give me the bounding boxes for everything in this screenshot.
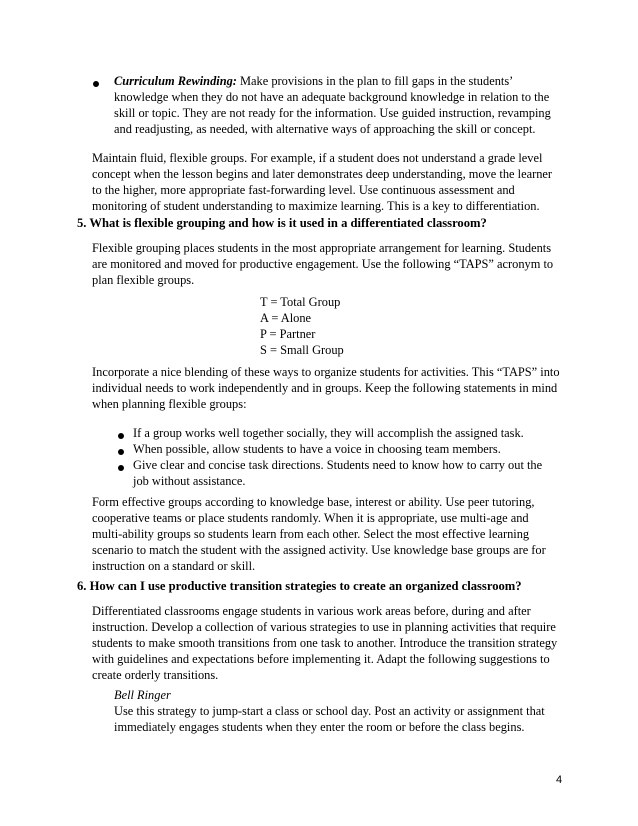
taps-item: T = Total Group <box>260 295 341 309</box>
transition-intro: Differentiated classrooms engage students in various work areas before, during and after instruction. Develop a collection of various strategies to use in planning activities that require students to make smooth transitions from one task to another. Introduce the transition strategy with guidelines and expectations before implementing it. Adapt the following suggestions to create orderly transitions. <box>92 604 558 682</box>
group-bullet: Give clear and concise task directions. Students need to know how to carry out the job without assistance. <box>133 458 543 488</box>
curriculum-rewinding-title: Curriculum Rewinding: <box>114 74 237 88</box>
flexible-grouping-intro: Flexible grouping places students in the most appropriate arrangement for learning. Students are monitored and moved for productive engagement. Use the following “TAPS” acronym to plan flexible groups. <box>92 241 554 287</box>
taps-item: P = Partner <box>260 327 316 341</box>
bell-ringer-text: Use this strategy to jump-start a class or school day. Post an activity or assignment that immediately engages students when they enter the room or before the class begins. <box>114 704 545 734</box>
group-bullet: When possible, allow students to have a voice in choosing team members. <box>133 442 501 456</box>
group-bullet: If a group works well together socially, they will accomplish the assigned task. <box>133 426 524 440</box>
taps-blend-paragraph: Incorporate a nice blending of these ways to organize students for activities. This “TAPS” into individual needs to work independently and in groups. Keep the following statements in mind when planning flexible groups: <box>92 365 560 411</box>
taps-item: A = Alone <box>260 311 312 325</box>
bullet-icon <box>93 81 99 87</box>
question-5-heading: 5. What is flexible grouping and how is it used in a differentiated classroom? <box>77 216 487 230</box>
curriculum-rewinding-paragraph <box>114 73 554 137</box>
bullet-icon <box>118 433 124 439</box>
taps-item: S = Small Group <box>260 343 344 357</box>
bullet-icon <box>118 449 124 455</box>
form-groups-paragraph: Form effective groups according to knowledge base, interest or ability. Use peer tutoring, cooperative teams or place students randomly. When it is appropriate, use multi-age and multi-ability groups so students learn from each other. Select the most effective learning scenario to match the student with the assigned activity. Use knowledge base groups are for instruction on a standard or skill. <box>92 495 546 573</box>
page-number: 4 <box>556 774 563 786</box>
fluid-groups-paragraph: Maintain fluid, flexible groups. For example, if a student does not understand a grade level concept when the lesson begins and later demonstrates deep understanding, move the learner to the higher, more appropriate fast-forwarding level. Use continuous assessment and monitoring of student understanding to maximize learning. This is a key to differentiation. <box>92 151 553 213</box>
question-6-heading: 6. How can I use productive transition strategies to create an organized classroom? <box>77 579 522 593</box>
taps-acronym-list <box>260 294 344 358</box>
curriculum-rewinding-text: Make provisions in the plan to fill gaps in the students’ knowledge when they do not have an adequate background knowledge in relation to the skill or topic. They are not ready for the information. Use guided instruction, revamping and readjusting, as needed, with alternative ways of approaching the skill or concept. <box>114 74 551 136</box>
bullet-icon <box>118 465 124 471</box>
bell-ringer-title: Bell Ringer <box>114 688 171 702</box>
